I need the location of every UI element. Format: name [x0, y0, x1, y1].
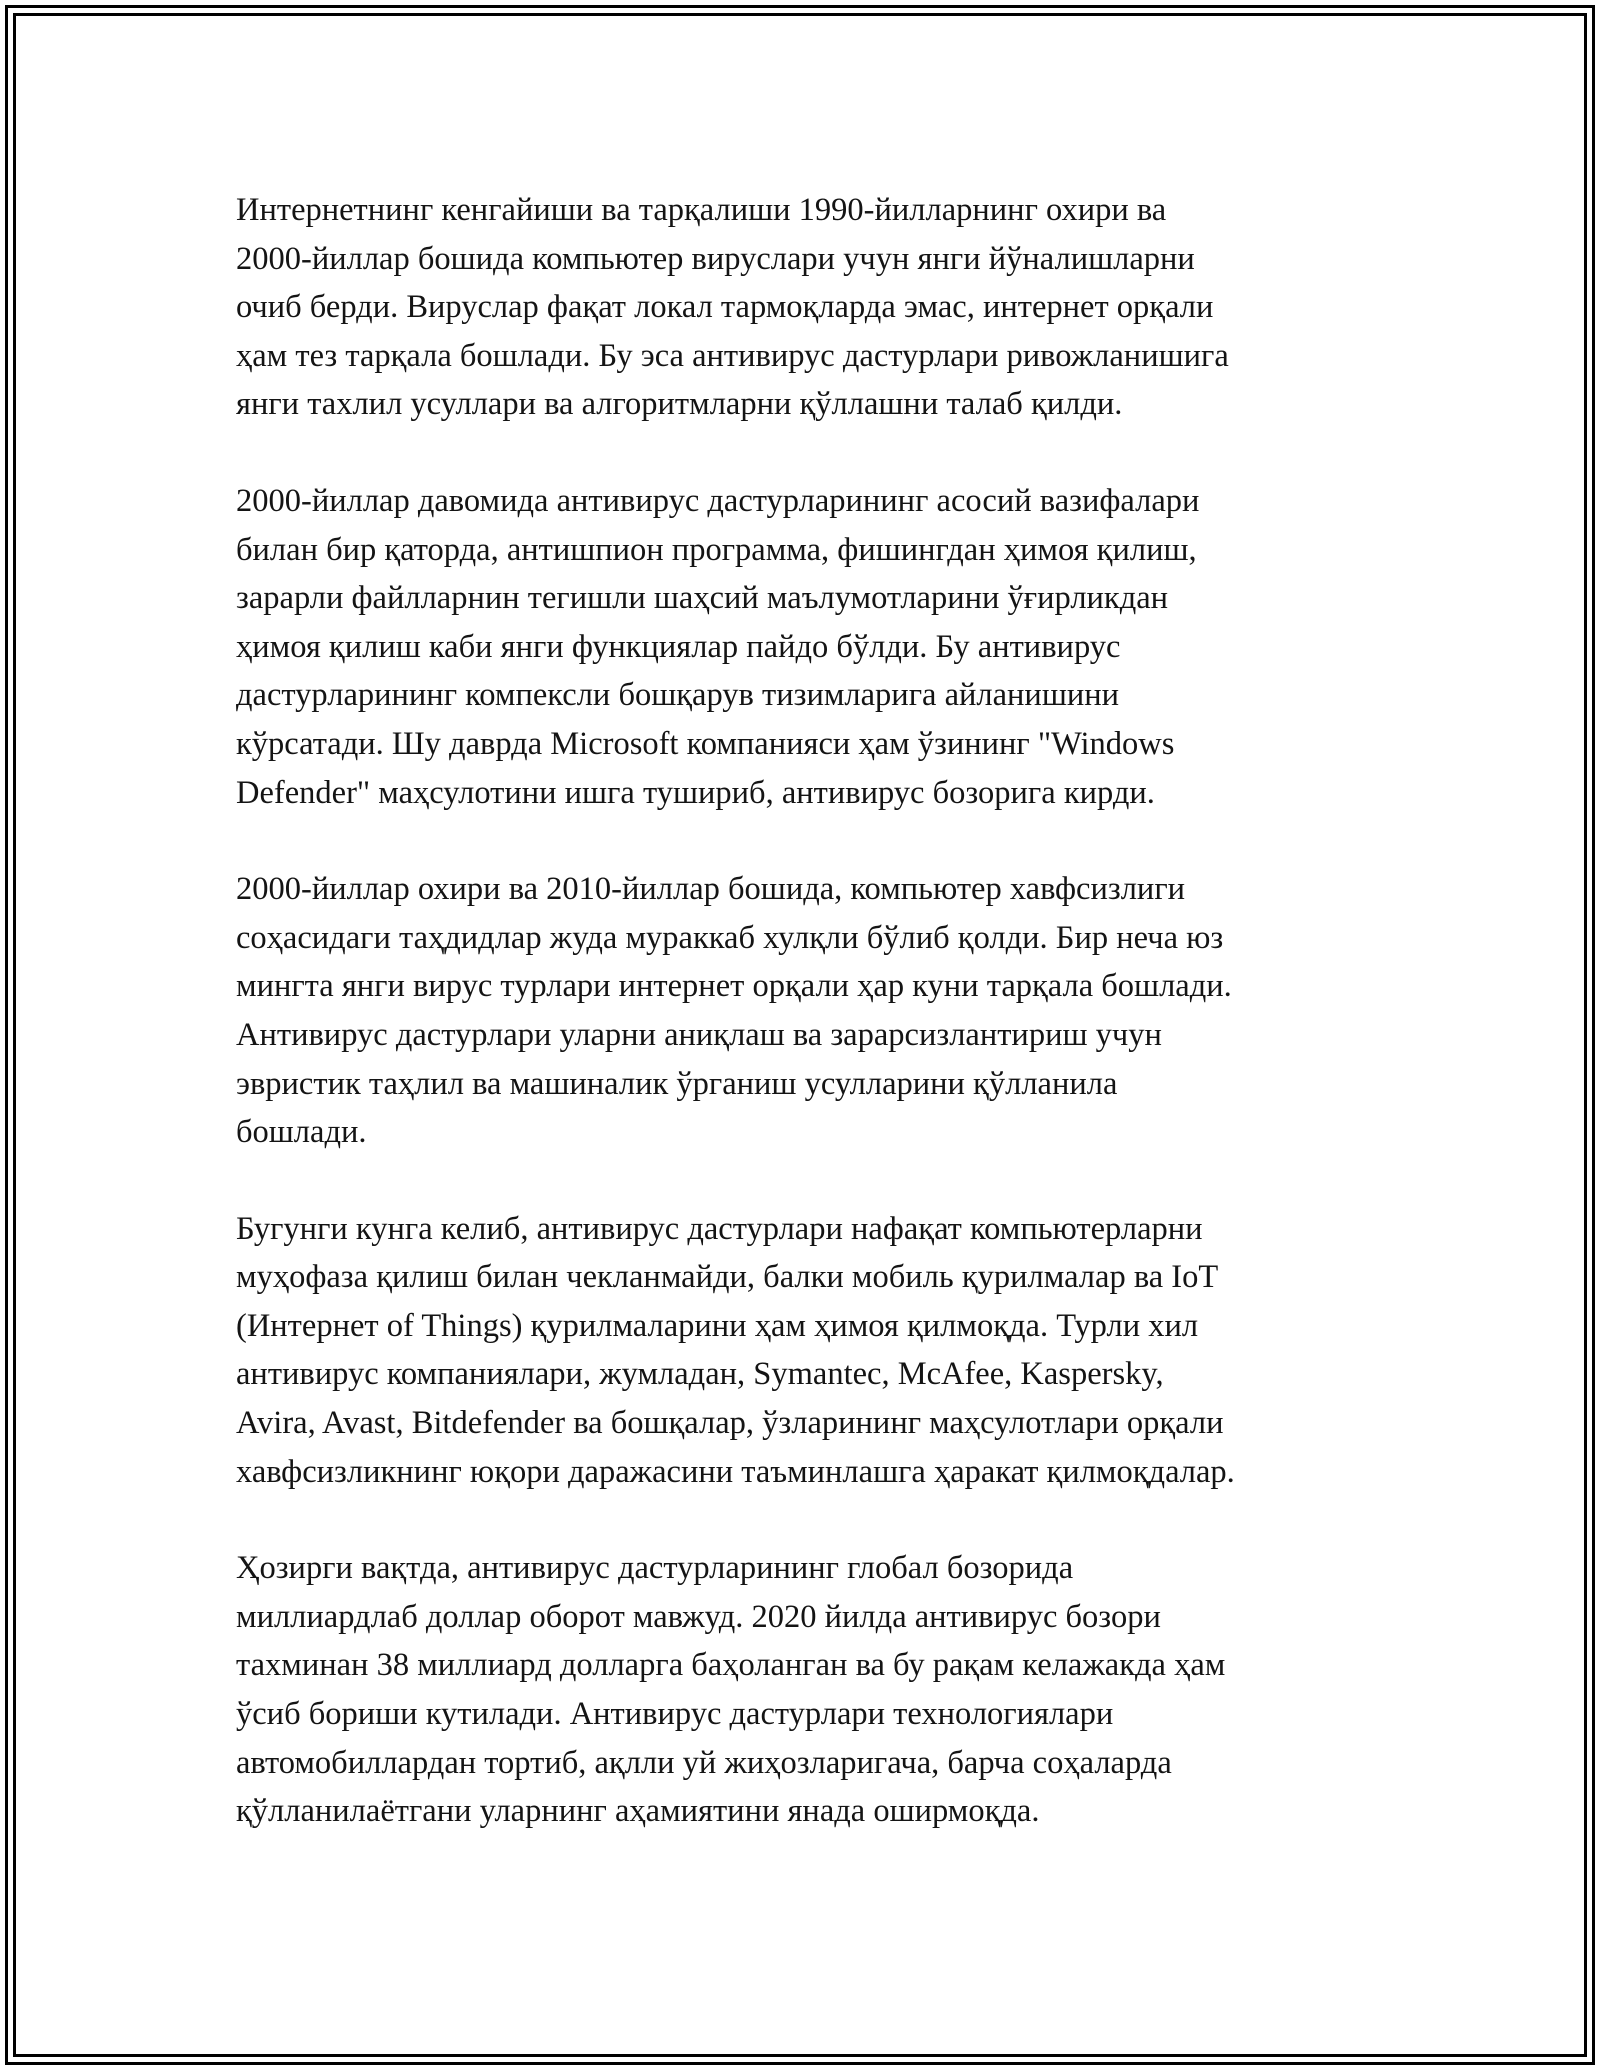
text-line: бошлади.: [236, 1114, 367, 1151]
text-line: 2000-йиллар бошида компьютер вируслари учун янги йўналишларни: [236, 240, 1195, 277]
text-line: хавфсизликнинг юқори даражасини таъминлашга ҳаракат қилмоқдалар.: [236, 1453, 1235, 1490]
text-line: ўсиб бориши кутилади. Антивирус дастурлари технологиялари: [236, 1696, 1114, 1733]
text-line: Avira, Avast, Bitdefender ва бошқалар, ўзларининг маҳсулотлари орқали: [236, 1405, 1224, 1442]
text-line: Интернетнинг кенгайиши ва тарқалиши 1990-йилларнинг охири ва: [236, 192, 1167, 228]
paragraph-1: [236, 186, 1386, 429]
text-line: қўлланилаётгани уларнинг аҳамиятини янада оширмоқда.: [236, 1793, 1040, 1830]
text-line: ҳимоя қилиш каби янги функциялар пайдо бўлди. Бу антивирус: [236, 628, 1121, 665]
text-line: янги тахлил усуллари ва алгоритмларни қўллашни талаб қилди.: [236, 386, 1123, 423]
text-line: мингта янги вирус турлари интернет орқали ҳар куни тарқала бошлади.: [236, 968, 1232, 1005]
text-line: очиб берди. Вируслар фақат локал тармоқларда эмас, интернет орқали: [236, 289, 1214, 326]
text-line: антивирус компаниялари, жумладан, Symantec, McAfee, Kaspersky,: [236, 1356, 1164, 1393]
text-line: Defender" маҳсулотини ишга тушириб, антивирус бозорига кирди.: [236, 774, 1155, 811]
document-body: [236, 186, 1386, 1884]
text-line: Бугунги кунга келиб, антивирус дастурлари нафақат компьютерларни: [236, 1210, 1203, 1247]
paragraph-3: [236, 865, 1386, 1157]
text-line: тахминан 38 миллиард долларга баҳоланган ва бу рақам келажакда ҳам: [236, 1647, 1226, 1684]
text-line: (Интернет of Things) қурилмаларини ҳам ҳимоя қилмоқда. Турли хил: [236, 1307, 1199, 1344]
text-line: билан бир қаторда, антишпион программа, фишингдан ҳимоя қилиш,: [236, 531, 1197, 568]
text-line: ҳам тез тарқала бошлади. Бу эса антивирус дастурлари ривожланишига: [236, 337, 1229, 374]
text-line: дастурларининг компексли бошқарув тизимларига айланишини: [236, 677, 1120, 714]
text-line: Ҳозирги вақтда, антивирус дастурларининг глобал бозорида: [236, 1550, 1074, 1587]
text-line: эвристик таҳлил ва машиналик ўрганиш усулларини қўлланила: [236, 1065, 1118, 1102]
paragraph-2: [236, 477, 1386, 817]
text-line: автомобиллардан тортиб, ақлли уй жиҳозларигача, барча соҳаларда: [236, 1744, 1172, 1781]
text-line: зарарли файлларнин тегишли шаҳсий маълумотларини ўғирликдан: [236, 580, 1169, 617]
text-line: миллиардлаб доллар оборот мавжуд. 2020 йилда антивирус бозори: [236, 1598, 1161, 1635]
text-line: 2000-йиллар охири ва 2010-йиллар бошида, компьютер хавфсизлиги: [236, 871, 1186, 908]
text-line: Антивирус дастурлари уларни аниқлаш ва зарарсизлантириш учун: [236, 1016, 1162, 1053]
text-line: 2000-йиллар давомида антивирус дастурларининг асосий вазифалари: [236, 482, 1200, 519]
paragraph-5: [236, 1544, 1386, 1836]
text-line: муҳофаза қилиш билан чекланмайди, балки мобиль қурилмалар ва IoT: [236, 1259, 1219, 1296]
text-line: соҳасидаги таҳдидлар жуда мураккаб хулқли бўлиб қолди. Бир неча юз: [236, 919, 1224, 956]
text-line: кўрсатади. Шу даврда Microsoft компанияси ҳам ўзининг "Windows: [236, 725, 1175, 762]
paragraph-4: [236, 1205, 1386, 1497]
